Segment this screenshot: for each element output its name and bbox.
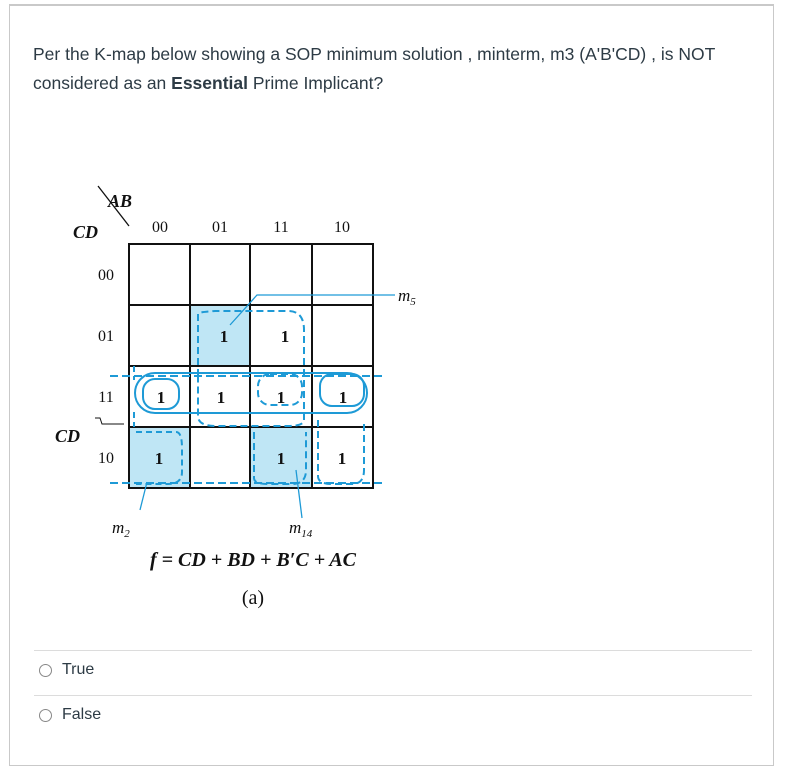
kmap-cell-one: 1	[276, 449, 286, 468]
kmap-diagram	[40, 180, 460, 620]
question-text-part: Per the K-map below showing a SOP minimum solution , minterm, m3 (A'B'CD) , is NOT considered as an	[33, 44, 715, 93]
answer-label[interactable]: False	[62, 706, 102, 723]
kmap-row-code: 01	[98, 328, 114, 345]
question-text-part: Prime Implicant?	[248, 73, 384, 93]
kmap-cell-one: 1	[280, 327, 290, 346]
answer-option-false[interactable]	[34, 695, 752, 740]
m2-label: $m_2$	[112, 518, 130, 540]
radio-button-false[interactable]	[39, 709, 52, 722]
kmap-row-code: 00	[98, 267, 114, 284]
kmap-side-var: CD	[55, 426, 81, 446]
kmap-col-var: AB	[108, 191, 133, 211]
radio-button-true[interactable]	[39, 664, 52, 677]
kmap-cell-one: 1	[219, 327, 229, 346]
kmap-equation: f = CD + BD + B′C + AC	[149, 549, 357, 571]
question-text	[33, 40, 733, 98]
kmap-col-code: 01	[212, 219, 228, 236]
kmap-row-code: 10	[98, 450, 114, 467]
kmap-caption: (a)	[241, 587, 265, 609]
kmap-col-code: 10	[334, 219, 350, 236]
kmap-row-code: 11	[98, 389, 114, 406]
kmap-row-var: CD	[73, 222, 99, 242]
kmap-cell-one: 1	[156, 388, 166, 407]
kmap-cell-one: 1	[276, 388, 286, 407]
kmap-figure	[40, 180, 460, 620]
kmap-cell-one: 1	[338, 388, 348, 407]
answer-label[interactable]: True	[62, 661, 95, 678]
question-emphasis: Essential	[171, 73, 249, 93]
kmap-side-bracket	[95, 418, 124, 424]
m5-label: $m_5$	[398, 286, 416, 308]
m14-label: $m_{14}$	[289, 518, 313, 540]
kmap-col-code: 00	[152, 219, 168, 236]
answer-options	[34, 650, 752, 740]
kmap-cell-one: 1	[154, 449, 164, 468]
answer-option-true[interactable]	[34, 650, 752, 695]
kmap-col-code: 11	[273, 219, 289, 236]
kmap-cell-one: 1	[216, 388, 226, 407]
kmap-cell-one: 1	[337, 449, 347, 468]
